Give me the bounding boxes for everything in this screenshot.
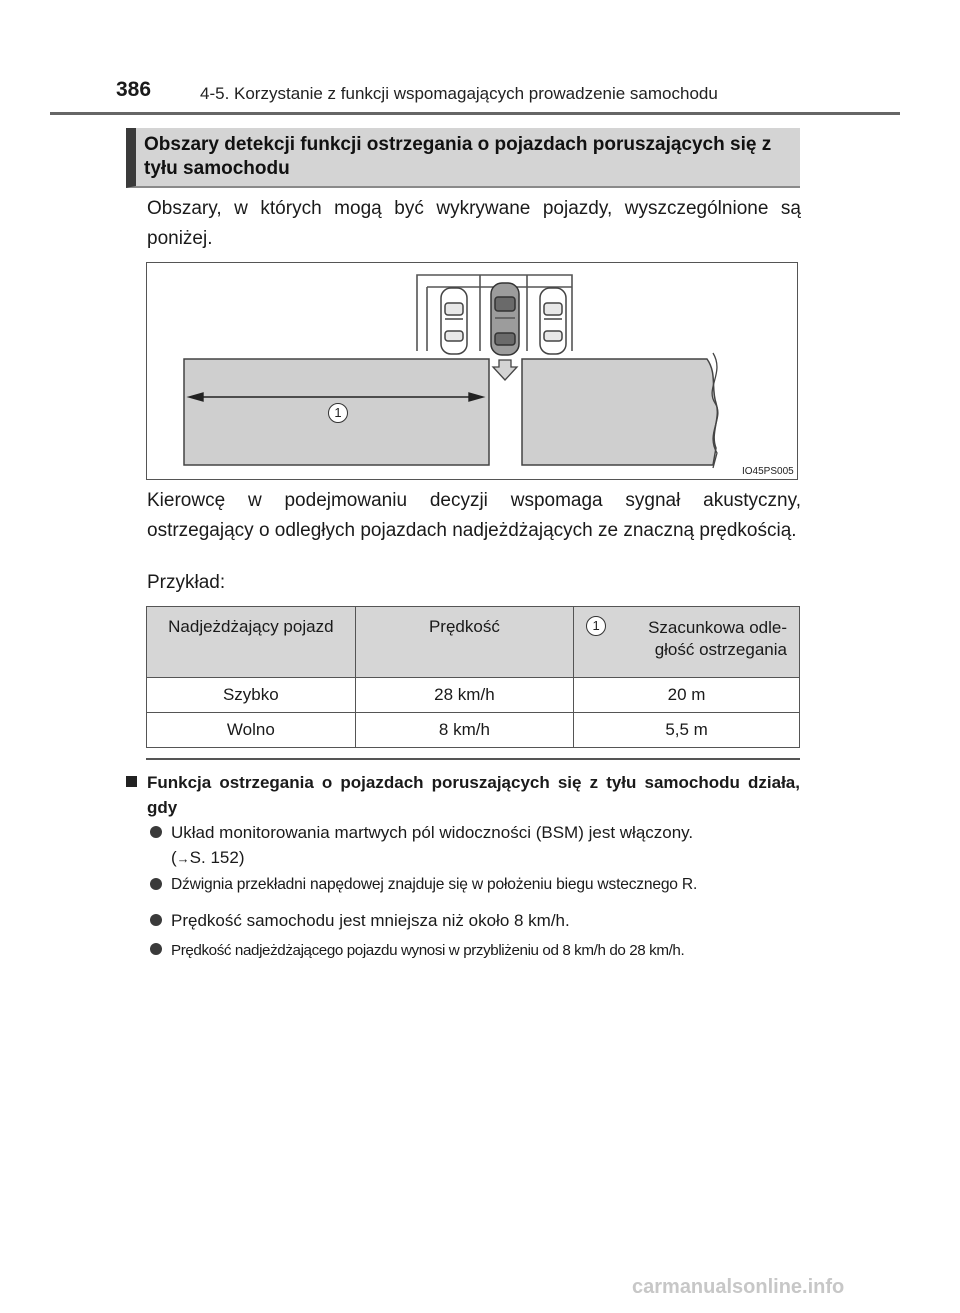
cell-vehicle: Wolno — [147, 713, 356, 748]
section-divider — [146, 758, 800, 760]
conditions-heading — [126, 770, 800, 820]
intro-text: Obszary, w których mogą być wykrywane pojazdy, wyszczególnione są poniżej. — [147, 198, 801, 249]
header-vehicle: Nadjeżdżający pojazd — [147, 607, 356, 678]
table-row — [147, 713, 800, 748]
cell-speed: 28 km/h — [355, 678, 573, 713]
table-row — [147, 678, 800, 713]
header-speed: Prędkość — [355, 607, 573, 678]
header-distance-line1: Szacunkowa odle- — [648, 618, 787, 637]
condition-text: Prędkość samochodu jest mniejsza niż około 8 km/h. — [171, 911, 570, 930]
cell-distance: 20 m — [574, 678, 800, 713]
example-table — [146, 606, 800, 748]
condition-item — [150, 908, 800, 933]
own-car-icon — [491, 283, 519, 355]
chapter-title: 4-5. Korzystanie z funkcji wspomagających prowadzenie samochodu — [200, 84, 718, 103]
condition-item — [150, 820, 800, 871]
figure-code: IO45PS005 — [742, 466, 794, 477]
table-header-row — [147, 607, 800, 678]
page-number: 386 — [116, 78, 152, 101]
conditions-heading-text: Funkcja ostrzegania o pojazdach poruszających się z tyłu samochodu działa, gdy — [147, 773, 800, 817]
reference-open: ( — [171, 848, 177, 867]
example-label: Przykład: — [147, 572, 226, 593]
figure-marker-1: 1 — [328, 403, 348, 423]
section-heading: Obszary detekcji funkcji ostrzegania o pojazdach poruszających się z tyłu samochodu — [126, 128, 800, 188]
header-distance-line2: głość ostrzegania — [654, 640, 787, 659]
condition-text: Prędkość nadjeżdżającego pojazdu wynosi w przybliżeniu od 8 km/h do 28 km/h. — [171, 942, 685, 959]
bullet-icon — [150, 914, 162, 926]
cell-speed: 8 km/h — [355, 713, 573, 748]
cell-distance: 5,5 m — [574, 713, 800, 748]
bullet-icon — [150, 826, 162, 838]
detection-area-figure — [146, 262, 798, 480]
table-marker-1: 1 — [586, 616, 606, 636]
bullet-icon — [150, 878, 162, 890]
header-rule — [50, 112, 900, 115]
parked-car-icon — [441, 288, 467, 354]
parked-car-icon — [540, 288, 566, 354]
reverse-arrow-icon — [493, 360, 517, 380]
condition-item — [150, 938, 800, 963]
detection-zone-right — [522, 359, 717, 465]
condition-text: Układ monitorowania martwych pól widoczności (BSM) jest włączony. — [171, 823, 694, 842]
square-bullet-icon — [126, 776, 137, 787]
warning-text: Kierowcę w podejmowaniu decyzji wspomaga sygnał akustyczny, ostrzegający o odległych pojazdach nadjeżdżających ze znaczną prędkością. — [147, 490, 801, 541]
watermark: carmanualsonline.info — [632, 1276, 845, 1298]
condition-text: Dźwignia przekładni napędowej znajduje się w położeniu biegu wstecznego R. — [171, 876, 698, 893]
cell-vehicle: Szybko — [147, 678, 356, 713]
condition-item — [150, 872, 800, 897]
bullet-icon — [150, 943, 162, 955]
reference-arrow-icon: → — [176, 851, 190, 866]
page-reference-link[interactable]: S. 152) — [189, 848, 245, 867]
header-distance — [574, 607, 800, 678]
